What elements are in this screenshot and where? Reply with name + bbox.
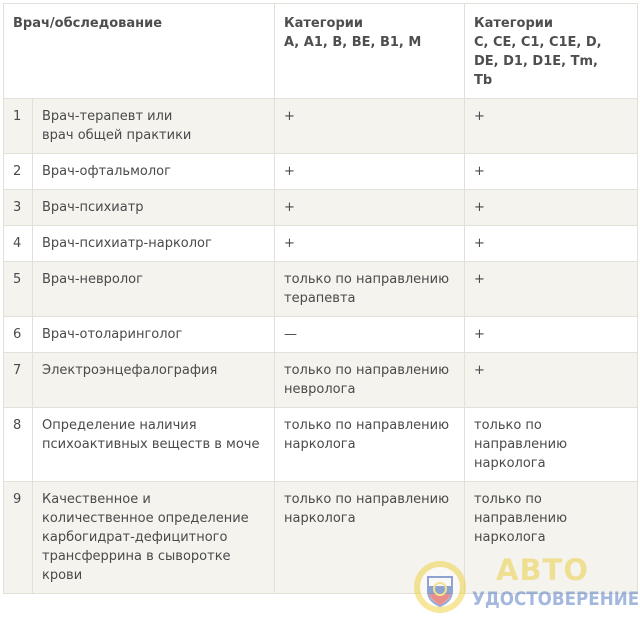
- row-cat-group2-value: только по направлению нарколога: [465, 408, 638, 482]
- table-row: [4, 190, 638, 226]
- row-number: 4: [4, 226, 33, 262]
- table-row: [4, 262, 638, 317]
- row-number: 5: [4, 262, 33, 317]
- row-doctor-name: Врач-отоларинголог: [33, 317, 275, 353]
- row-cat-group1-value: +: [275, 99, 465, 154]
- row-number: 2: [4, 154, 33, 190]
- row-number: 3: [4, 190, 33, 226]
- table-row: [4, 154, 638, 190]
- table-row: [4, 408, 638, 482]
- row-doctor-name: Врач-терапевт или врач общей практики: [33, 99, 275, 154]
- row-doctor-name: Врач-офтальмолог: [33, 154, 275, 190]
- header-categories-group1: Категории A, A1, B, BE, B1, M: [275, 4, 465, 99]
- table-row: [4, 482, 638, 594]
- row-cat-group1-value: только по направлению нарколога: [275, 482, 465, 594]
- row-cat-group1-value: только по направлению невролога: [275, 353, 465, 408]
- row-cat-group2-value: +: [465, 353, 638, 408]
- header-doctor: Врач/обследование: [4, 4, 275, 99]
- row-cat-group2-value: +: [465, 262, 638, 317]
- row-cat-group2-value: только по направлению нарколога: [465, 482, 638, 594]
- row-cat-group1-value: только по направлению нарколога: [275, 408, 465, 482]
- medical-requirements-table: [3, 3, 638, 594]
- watermark-subtitle: УДОСТОВЕРЕНИЕ: [472, 588, 640, 610]
- row-doctor-name: Врач-невролог: [33, 262, 275, 317]
- row-number: 6: [4, 317, 33, 353]
- row-cat-group1-value: только по направлению терапевта: [275, 262, 465, 317]
- row-cat-group1-value: +: [275, 154, 465, 190]
- table-row: [4, 353, 638, 408]
- row-cat-group1-value: +: [275, 190, 465, 226]
- header-categories-group2: Категории C, CE, C1, C1E, D, DE, D1, D1E, Tm, Tb: [465, 4, 638, 99]
- row-cat-group2-value: +: [465, 317, 638, 353]
- row-cat-group2-value: +: [465, 226, 638, 262]
- row-doctor-name: Электроэнцефалография: [33, 353, 275, 408]
- table-row: [4, 226, 638, 262]
- row-number: 1: [4, 99, 33, 154]
- watermark-title: АВТО: [496, 553, 589, 587]
- row-doctor-name: Качественное и количественное определение карбогидрат-дефицитного трансферрина в сыворотке крови: [33, 482, 275, 594]
- row-cat-group2-value: +: [465, 154, 638, 190]
- table-row: [4, 99, 638, 154]
- row-cat-group2-value: +: [465, 99, 638, 154]
- table-row: [4, 317, 638, 353]
- row-cat-group1-value: —: [275, 317, 465, 353]
- row-doctor-name: Определение наличия психоактивных веществ в моче: [33, 408, 275, 482]
- row-number: 7: [4, 353, 33, 408]
- table-header-row: [4, 4, 638, 99]
- row-number: 9: [4, 482, 33, 594]
- row-cat-group2-value: +: [465, 190, 638, 226]
- row-cat-group1-value: +: [275, 226, 465, 262]
- row-number: 8: [4, 408, 33, 482]
- row-doctor-name: Врач-психиатр: [33, 190, 275, 226]
- row-doctor-name: Врач-психиатр-нарколог: [33, 226, 275, 262]
